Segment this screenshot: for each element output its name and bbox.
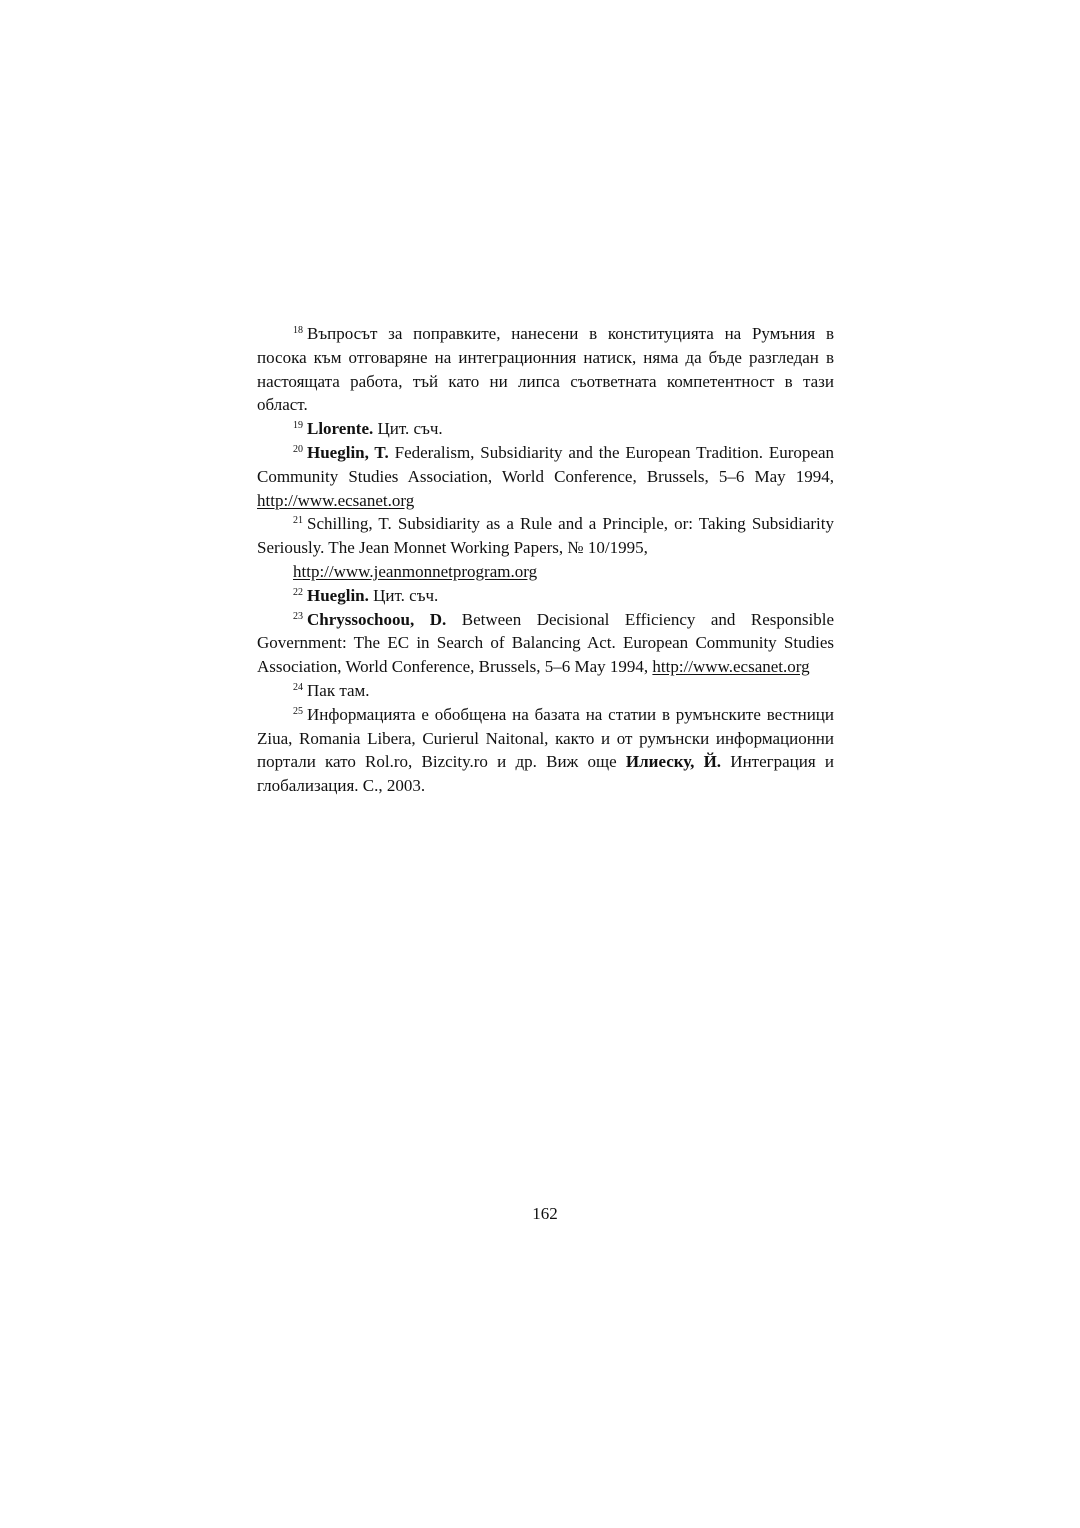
footnote-number: 21 [293,515,303,527]
footnote-author: Llorente. [307,419,374,439]
footnote-text-continued: Интеграция и глобализация. С., 2003. [257,752,835,796]
footnote-text: Цит. съч. [377,419,443,439]
footnote-author: Chryssochoou, D. [307,609,447,629]
footnote-number: 23 [293,610,303,622]
footnote-text: Schilling, T. Subsidiarity as a Rule and a Principle, or: Taking Subsidiarity Seriously. The Jean Monnet Working Papers, № 10/1995, [257,514,834,558]
footnote-18 [257,322,834,417]
footnote-text: Цит. съч. [373,585,439,605]
footnote-number: 22 [293,586,303,598]
footnote-text: Информацията е обобщена на базата на статии в румънските вестници Ziua, Romania Libera, Curierul Naitonal, както и от румънски информационни портали като Rol.ro, Bizcity.ro и др. Виж още [257,704,834,772]
footnote-20 [257,441,834,512]
footnote-author: Hueglin. [307,585,369,605]
footnote-number: 25 [293,705,303,717]
footnote-text: Between Decisional Efficiency and Responsible Government: The EC in Search of Balancing Act. European Community Studies Association, World Conference, Brussels, 5–6 May 1994, [257,609,835,677]
footnote-number: 20 [293,443,303,455]
footnotes-block [257,322,834,798]
footnote-text: Federalism, Subsidiarity and the European Tradition. European Community Studies Association, World Conference, Brussels, 5–6 May 1994, [257,442,834,486]
footnote-text: Въпросът за поправките, нанесени в конституцията на Румъния в посока към отговаряне на интеграционния натиск, няма да бъде разгледан в настоящата работа, тъй като ни липса съответната компетентност в тази област. [257,324,834,415]
footnote-25 [257,703,834,798]
page-number: 162 [532,1204,558,1223]
footnote-number: 19 [293,420,303,432]
footnote-19 [257,417,834,441]
footnote-link[interactable]: http://www.jeanmonnetprogram.org [293,561,538,581]
footnote-number: 18 [293,325,303,336]
footnote-link[interactable]: http://www.ecsanet.org [257,490,415,510]
footnote-21 [257,512,834,583]
footnote-number: 24 [293,681,303,693]
footnote-link[interactable]: http://www.ecsanet.org [652,657,810,677]
footnote-22 [257,584,834,608]
footnote-24 [257,679,834,703]
footnote-author: Hueglin, T. [307,442,389,462]
footnote-text: Пак там. [307,680,370,700]
footnote-author: Илиеску, Й. [625,752,722,772]
footnote-23 [257,608,834,679]
